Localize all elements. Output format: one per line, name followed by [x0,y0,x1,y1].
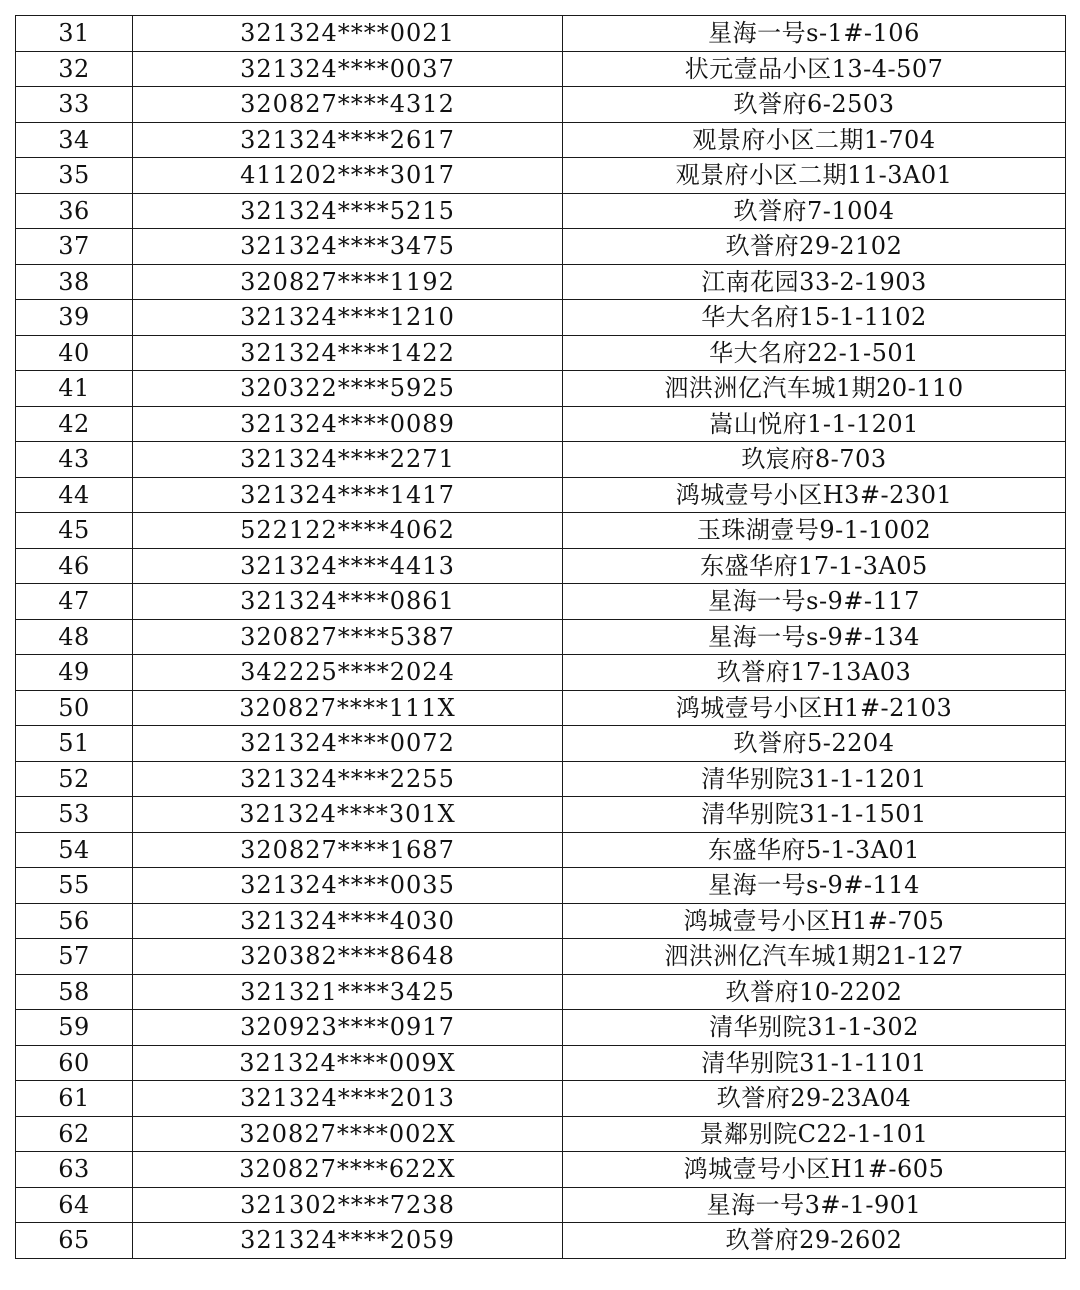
address-cell: 玉珠湖壹号9-1-1002 [563,513,1066,549]
id-number-cell: 321324****009X [133,1045,563,1081]
table-row [16,548,1066,584]
id-number-cell: 321324****0089 [133,406,563,442]
row-number-cell: 42 [16,406,133,442]
id-number-cell: 321324****0861 [133,584,563,620]
row-number-cell: 59 [16,1010,133,1046]
row-number-cell: 37 [16,229,133,265]
roster-table [15,15,1066,1259]
table-row [16,122,1066,158]
id-number-cell: 320827****1192 [133,264,563,300]
table-row [16,264,1066,300]
id-number-cell: 411202****3017 [133,158,563,194]
address-cell: 鸿城壹号小区H3#-2301 [563,477,1066,513]
table-row [16,158,1066,194]
id-number-cell: 321324****2255 [133,761,563,797]
table-row [16,477,1066,513]
id-number-cell: 320827****5387 [133,619,563,655]
address-cell: 清华别院31-1-1501 [563,797,1066,833]
address-cell: 泗洪洲亿汽车城1期20-110 [563,371,1066,407]
table-row [16,797,1066,833]
table-row [16,300,1066,336]
id-number-cell: 342225****2024 [133,655,563,691]
id-number-cell: 321324****5215 [133,193,563,229]
address-cell: 清华别院31-1-302 [563,1010,1066,1046]
address-cell: 华大名府15-1-1102 [563,300,1066,336]
table-row [16,1152,1066,1188]
id-number-cell: 321324****2013 [133,1081,563,1117]
table-row [16,619,1066,655]
address-cell: 玖誉府29-2602 [563,1223,1066,1259]
id-number-cell: 320827****4312 [133,87,563,123]
id-number-cell: 522122****4062 [133,513,563,549]
id-number-cell: 321324****1210 [133,300,563,336]
table-row [16,1045,1066,1081]
address-cell: 星海一号s-9#-134 [563,619,1066,655]
row-number-cell: 33 [16,87,133,123]
id-number-cell: 321302****7238 [133,1187,563,1223]
address-cell: 状元壹品小区13-4-507 [563,51,1066,87]
row-number-cell: 48 [16,619,133,655]
row-number-cell: 41 [16,371,133,407]
id-number-cell: 321324****2617 [133,122,563,158]
id-number-cell: 321321****3425 [133,974,563,1010]
table-row [16,655,1066,691]
id-number-cell: 321324****4413 [133,548,563,584]
table-row [16,87,1066,123]
address-cell: 玖誉府10-2202 [563,974,1066,1010]
row-number-cell: 47 [16,584,133,620]
row-number-cell: 52 [16,761,133,797]
table-row [16,1223,1066,1259]
row-number-cell: 44 [16,477,133,513]
row-number-cell: 60 [16,1045,133,1081]
address-cell: 星海一号3#-1-901 [563,1187,1066,1223]
table-row [16,1081,1066,1117]
roster-table-body [16,16,1066,1259]
table-row [16,868,1066,904]
id-number-cell: 321324****0035 [133,868,563,904]
table-row [16,903,1066,939]
table-row [16,726,1066,762]
id-number-cell: 321324****1422 [133,335,563,371]
address-cell: 清华别院31-1-1201 [563,761,1066,797]
address-cell: 东盛华府5-1-3A01 [563,832,1066,868]
address-cell: 鸿城壹号小区H1#-705 [563,903,1066,939]
id-number-cell: 321324****4030 [133,903,563,939]
row-number-cell: 49 [16,655,133,691]
row-number-cell: 40 [16,335,133,371]
row-number-cell: 51 [16,726,133,762]
row-number-cell: 45 [16,513,133,549]
id-number-cell: 321324****2059 [133,1223,563,1259]
address-cell: 嵩山悦府1-1-1201 [563,406,1066,442]
row-number-cell: 32 [16,51,133,87]
row-number-cell: 36 [16,193,133,229]
document-table-region [15,15,1065,1259]
table-row [16,832,1066,868]
address-cell: 东盛华府17-1-3A05 [563,548,1066,584]
id-number-cell: 320827****111X [133,690,563,726]
row-number-cell: 34 [16,122,133,158]
address-cell: 星海一号s-9#-117 [563,584,1066,620]
table-row [16,442,1066,478]
row-number-cell: 63 [16,1152,133,1188]
table-row [16,1010,1066,1046]
table-row [16,1116,1066,1152]
row-number-cell: 56 [16,903,133,939]
table-row [16,939,1066,975]
id-number-cell: 320923****0917 [133,1010,563,1046]
table-row [16,371,1066,407]
id-number-cell: 321324****0072 [133,726,563,762]
address-cell: 观景府小区二期1-704 [563,122,1066,158]
id-number-cell: 320827****622X [133,1152,563,1188]
table-row [16,974,1066,1010]
table-row [16,51,1066,87]
table-row [16,1187,1066,1223]
id-number-cell: 321324****0021 [133,16,563,52]
address-cell: 玖誉府6-2503 [563,87,1066,123]
address-cell: 泗洪洲亿汽车城1期21-127 [563,939,1066,975]
row-number-cell: 50 [16,690,133,726]
row-number-cell: 31 [16,16,133,52]
row-number-cell: 61 [16,1081,133,1117]
address-cell: 玖誉府5-2204 [563,726,1066,762]
id-number-cell: 320827****002X [133,1116,563,1152]
address-cell: 玖宸府8-703 [563,442,1066,478]
address-cell: 江南花园33-2-1903 [563,264,1066,300]
id-number-cell: 321324****3475 [133,229,563,265]
table-row [16,584,1066,620]
id-number-cell: 321324****1417 [133,477,563,513]
table-row [16,193,1066,229]
table-row [16,335,1066,371]
id-number-cell: 320827****1687 [133,832,563,868]
address-cell: 星海一号s-1#-106 [563,16,1066,52]
address-cell: 玖誉府29-2102 [563,229,1066,265]
row-number-cell: 62 [16,1116,133,1152]
id-number-cell: 320322****5925 [133,371,563,407]
row-number-cell: 64 [16,1187,133,1223]
id-number-cell: 321324****2271 [133,442,563,478]
address-cell: 华大名府22-1-501 [563,335,1066,371]
table-row [16,513,1066,549]
address-cell: 玖誉府17-13A03 [563,655,1066,691]
row-number-cell: 57 [16,939,133,975]
row-number-cell: 43 [16,442,133,478]
row-number-cell: 58 [16,974,133,1010]
address-cell: 鸿城壹号小区H1#-2103 [563,690,1066,726]
row-number-cell: 35 [16,158,133,194]
row-number-cell: 38 [16,264,133,300]
row-number-cell: 65 [16,1223,133,1259]
row-number-cell: 55 [16,868,133,904]
address-cell: 观景府小区二期11-3A01 [563,158,1066,194]
row-number-cell: 54 [16,832,133,868]
address-cell: 景鄰别院C22-1-101 [563,1116,1066,1152]
address-cell: 星海一号s-9#-114 [563,868,1066,904]
row-number-cell: 53 [16,797,133,833]
table-row [16,761,1066,797]
row-number-cell: 46 [16,548,133,584]
id-number-cell: 320382****8648 [133,939,563,975]
table-row [16,690,1066,726]
address-cell: 玖誉府7-1004 [563,193,1066,229]
table-row [16,406,1066,442]
table-row [16,16,1066,52]
id-number-cell: 321324****0037 [133,51,563,87]
row-number-cell: 39 [16,300,133,336]
address-cell: 鸿城壹号小区H1#-605 [563,1152,1066,1188]
address-cell: 玖誉府29-23A04 [563,1081,1066,1117]
id-number-cell: 321324****301X [133,797,563,833]
table-row [16,229,1066,265]
address-cell: 清华别院31-1-1101 [563,1045,1066,1081]
